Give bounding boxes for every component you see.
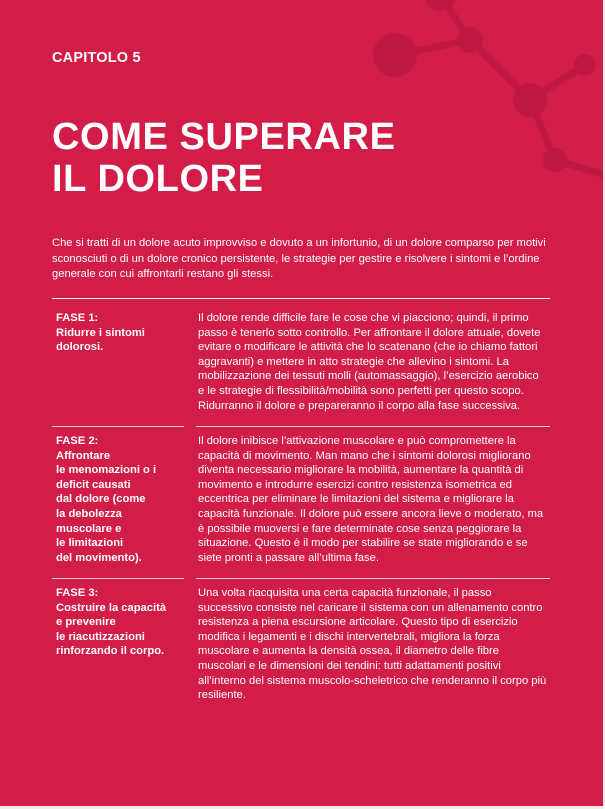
phase-label-line: FASE 2: — [56, 435, 99, 447]
page-title — [52, 116, 396, 200]
phase-label-line: deficit causati — [56, 478, 131, 491]
phase-label-line: muscolare e — [56, 522, 122, 535]
phase-label-line: le riacutizzazioni — [56, 630, 145, 643]
phase-description: Il dolore rende difficile fare le cose che vi piacciono; quindi, il primo passo è tenerlo sotto controllo. Per affrontare il dolore attuale, dovete evitare o modificare le attività che lo scatenano (che io chiamo fattori aggravanti) e mettere in atto strategie che allevino i sintomi. La mobilizzazione dei tessuti molli (automassaggio), l’esercizio aerobico e le strategie di flessibilità/mobilità sono perfetti per questo scopo. Ridurranno il dolore e prepareranno il corpo alla fase successiva. — [198, 312, 541, 412]
page-title-line: COME SUPERARE — [52, 116, 396, 158]
phase-label-line: e prevenire — [56, 616, 116, 629]
phase-label-line: le limitazioni — [56, 537, 124, 550]
phase-divider — [52, 426, 184, 427]
phase-label — [56, 434, 184, 565]
phase-label-line: Affrontare — [56, 449, 111, 462]
phase-label — [56, 311, 184, 355]
section-divider — [52, 298, 550, 299]
phase-label-line: FASE 3: — [56, 587, 99, 599]
chapter-label: CAPITOLO 5 — [52, 50, 141, 66]
phase-description: Il dolore inibisce l’attivazione muscolare e può compromettere la capacità di movimento. Man mano che i sintomi dolorosi migliorano diventa necessario migliorare la mobilità, aumentare la quantità di movimento e introdurre esercizi contro resistenza isometrica ed eccentrica per eliminare le limitazioni del sistema e migliorare la capacità funzionale. Il dolore può essere ancora lieve o moderato, ma è possibile muoversi e fare determinate cose senza peggiorare la situazione. Questo è il modo per stabilire se state migliorando e se siete pronti a passare all’ultima fase. — [198, 435, 544, 564]
phase-label-line: del movimento). — [56, 551, 142, 564]
phase-divider — [196, 426, 550, 427]
phase-label — [56, 586, 184, 659]
phase-label-line: le menomazioni o i — [56, 464, 157, 477]
phase-label-line: FASE 1: — [56, 312, 99, 324]
phase-description: Una volta riacquisita una certa capacità funzionale, il passo successivo consiste nel caricare il sistema con un allenamento contro resistenza a piena escursione articolare. Questo tipo di esercizio modifica i legamenti e i dischi intervertebrali, migliora la forza muscolare e aumenta la densità ossea, il diametro delle fibre muscolari e le dimensioni dei tendini: tutti adattamenti positivi all’interno del sistema muscolo-scheletrico che renderanno il corpo più resiliente. — [198, 587, 547, 702]
phase-label-line: Ridurre i sintomi — [56, 326, 145, 339]
phase-label-line: rinforzando il corpo. — [56, 645, 165, 658]
phase-label-line: dolorosi. — [56, 341, 104, 354]
page-title-line: IL DOLORE — [52, 158, 264, 200]
phase-label-line: Costruire la capacità — [56, 601, 167, 614]
phase-divider — [196, 578, 550, 579]
phase-divider — [52, 578, 184, 579]
phase-label-line: dal dolore (come — [56, 493, 146, 506]
phase-label-line: la debolezza — [56, 507, 122, 520]
intro-paragraph: Che si tratti di un dolore acuto improvviso e dovuto a un infortunio, di un dolore comparso per motivi sconosciuti o di un dolore cronico persistente, le strategie per gestire e risolvere i sintomi e l’ordine generale con cui affrontarli restano gli stessi. — [52, 237, 546, 281]
